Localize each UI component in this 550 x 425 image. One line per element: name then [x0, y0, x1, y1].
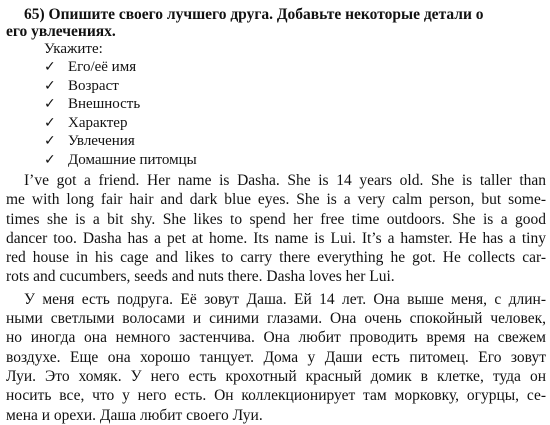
english-line: rots and cucumbers, seeds and nuts there. Dasha loves her Lui.: [6, 268, 395, 286]
checklist-item-label: Возраст: [68, 77, 119, 94]
checklist-item-label: Его/её имя: [68, 59, 137, 75]
check-icon: ✓: [44, 151, 56, 168]
english-line: I’ve got a friend. Her name is Dasha. She is 14 years old. She is taller than: [24, 172, 546, 189]
exercise-title-line-2: его увлечениях.: [6, 23, 116, 40]
checklist-item-label: Внешность: [68, 96, 141, 112]
russian-line: ными светлыми волосами и синими глазами. Она очень спокойный человек,: [6, 310, 546, 328]
english-answer-paragraph: [6, 171, 546, 287]
exercise-title-line-1: 65) Опишите своего лучшего друга. Добавьте некоторые детали о: [24, 6, 484, 23]
check-icon: ✓: [44, 133, 56, 149]
checklist-item-label: Домашние питомцы: [68, 151, 197, 168]
russian-line: но иногда она немного застенчива. Она любит проводить время на свежем: [6, 329, 546, 347]
exercise-page: [6, 6, 546, 425]
checklist-item: [44, 58, 546, 77]
checklist-item: [44, 77, 546, 96]
english-line: red house in his cage and likes to carry there everything he got. He collects car-: [6, 249, 546, 267]
english-line: times she is a bit shy. She likes to spend her free time outdoors. She is a good: [6, 210, 546, 228]
check-icon: ✓: [44, 59, 56, 75]
check-icon: ✓: [44, 77, 56, 94]
checklist: [6, 58, 546, 169]
english-line: me with long fair hair and dark blue eyes. She is a very calm person, but some-: [6, 191, 546, 209]
russian-line: У меня есть подруга. Её зовут Даша. Ей 14 лет. Она выше меня, с длин-: [24, 290, 546, 308]
checklist-item: [44, 114, 546, 133]
russian-translation-paragraph: [6, 290, 546, 425]
checklist-item: [44, 151, 546, 170]
check-icon: ✓: [44, 114, 56, 131]
checklist-item-label: Характер: [68, 114, 128, 131]
russian-line: носить все, что у него есть. Он коллекционирует там морковку, огурцы, се-: [6, 387, 546, 405]
english-line: dancer too. Dasha has a pet at home. Its name is Lui. It’s a hamster. He has a tiny: [6, 229, 546, 247]
checklist-item: [44, 132, 546, 151]
indicate-label: Укажите:: [44, 41, 103, 57]
checklist-item-label: Увлечения: [68, 133, 135, 149]
russian-line: воздухе. Еще она хорошо танцует. Дома у Даши есть питомец. Его зовут: [6, 348, 546, 366]
check-icon: ✓: [44, 96, 56, 112]
russian-line: мена и орехи. Даша любит своего Луи.: [6, 406, 263, 424]
russian-line: Луи. Это хомяк. У него есть крохотный красный домик в клетке, туда он: [6, 367, 546, 385]
checklist-item: [44, 95, 546, 114]
